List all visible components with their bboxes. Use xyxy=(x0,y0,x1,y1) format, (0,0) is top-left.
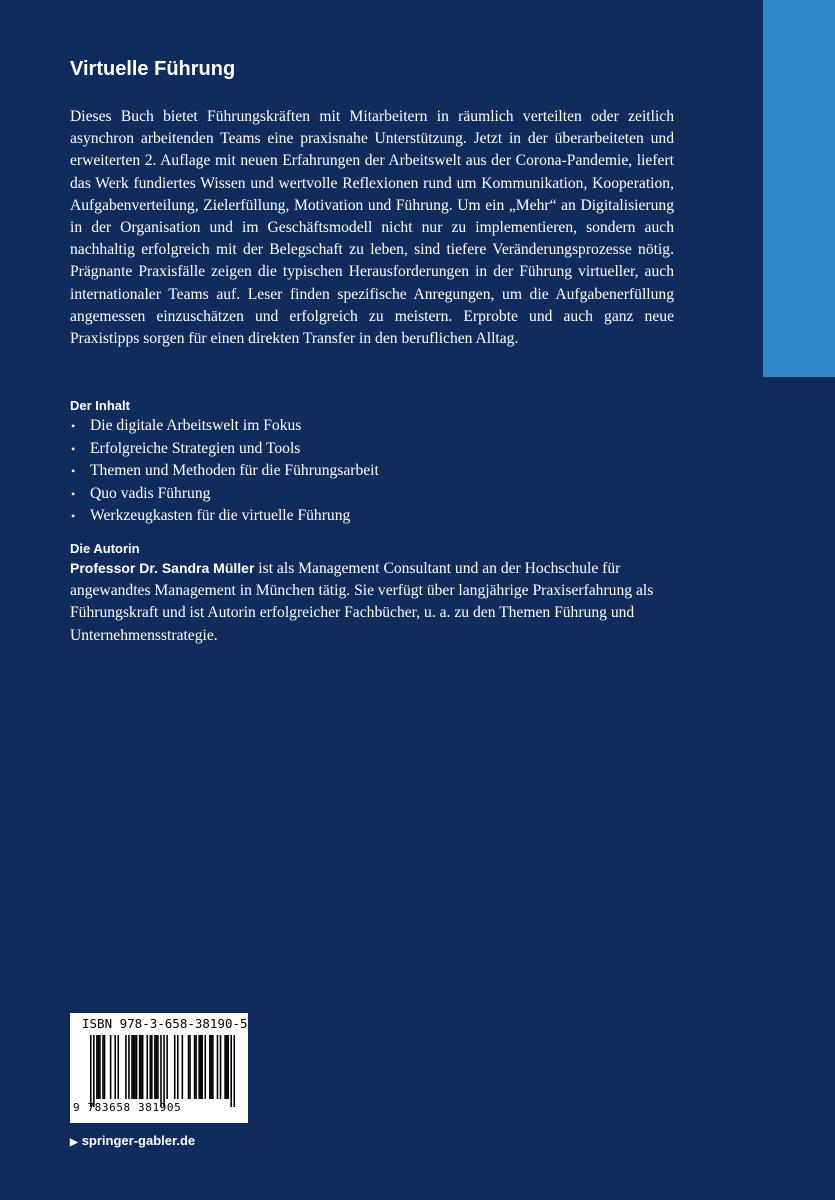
barcode-bar xyxy=(117,1035,119,1099)
barcode-bar xyxy=(133,1035,135,1099)
barcode-bar xyxy=(136,1035,138,1099)
author-name: Professor Dr. Sandra Müller xyxy=(70,560,255,576)
barcode-bars xyxy=(90,1035,235,1107)
list-item-label: Erfolgreiche Strategien und Tools xyxy=(90,439,301,457)
contents-list xyxy=(70,415,379,528)
barcode-bar xyxy=(90,1035,92,1107)
author-heading: Die Autorin xyxy=(70,541,140,556)
list-item xyxy=(70,438,379,461)
barcode-bar xyxy=(233,1035,235,1107)
barcode-bar xyxy=(174,1035,176,1099)
barcode xyxy=(70,1013,248,1123)
barcode-bar xyxy=(182,1035,184,1099)
barcode-bar xyxy=(201,1035,203,1099)
barcode-bar xyxy=(151,1035,153,1099)
bullet-icon: • xyxy=(71,419,76,433)
barcode-bar xyxy=(102,1035,104,1099)
barcode-bar xyxy=(166,1035,168,1099)
isbn-label: ISBN 978-3-658-38190-5 xyxy=(82,1016,248,1031)
barcode-bar xyxy=(128,1035,130,1099)
play-arrow-icon: ▶ xyxy=(70,1137,78,1148)
barcode-bar xyxy=(134,1035,136,1099)
list-item xyxy=(70,415,379,438)
bullet-icon: • xyxy=(71,464,76,478)
bullet-icon: • xyxy=(71,509,76,523)
ean-digits: 9 783658 381905 xyxy=(73,1101,182,1114)
barcode-bar xyxy=(104,1035,106,1099)
bullet-icon: • xyxy=(71,486,76,501)
barcode-bar xyxy=(230,1035,232,1107)
barcode-bar xyxy=(217,1035,219,1099)
barcode-bar xyxy=(224,1035,226,1099)
barcode-bar xyxy=(125,1035,127,1099)
barcode-bar xyxy=(194,1035,196,1099)
barcode-bar xyxy=(114,1035,116,1099)
list-item xyxy=(70,460,379,483)
publisher-url: springer-gabler.de xyxy=(81,1133,196,1148)
barcode-bar xyxy=(220,1035,222,1099)
bullet-icon: • xyxy=(71,441,76,456)
list-item-label: Die digitale Arbeitswelt im Fokus xyxy=(90,417,302,434)
list-item-label: Themen und Methoden für die Führungsarbeit xyxy=(90,462,379,479)
barcode-bar xyxy=(110,1035,112,1099)
barcode-bar xyxy=(200,1035,202,1099)
barcode-bar xyxy=(195,1035,197,1099)
barcode-bar xyxy=(204,1035,206,1099)
barcode-bar xyxy=(212,1035,214,1099)
barcode-bar xyxy=(177,1035,179,1099)
barcode-bar xyxy=(146,1035,148,1099)
publisher-link[interactable] xyxy=(70,1133,195,1148)
author-bio-text: ist als Management Consultant und an der Hochschule für angewandtes Management in München tätig. Sie verfügt über langjährige Praxiserfahrung als Führungskraft und ist Autorin erfolgreicher Fachbücher, u. a. zu den Themen Führung und Unternehmensstrategie. xyxy=(70,560,654,644)
barcode-bar xyxy=(226,1035,228,1099)
barcode-bar xyxy=(227,1035,229,1099)
barcode-bar xyxy=(188,1035,190,1099)
barcode-bar xyxy=(131,1035,133,1099)
author-bio xyxy=(70,557,674,647)
barcode-bar xyxy=(93,1035,95,1107)
accent-strip xyxy=(763,0,835,377)
barcode-bar xyxy=(189,1035,191,1099)
barcode-bar xyxy=(211,1035,213,1099)
barcode-bar xyxy=(154,1035,156,1099)
barcode-bar xyxy=(140,1035,142,1099)
list-item-label: Quo vadis Führung xyxy=(90,484,211,502)
list-item xyxy=(70,483,379,506)
barcode-bar xyxy=(156,1035,158,1099)
list-item xyxy=(70,505,379,528)
book-title: Virtuelle Führung xyxy=(70,58,236,80)
list-item-label: Werkzeugkasten für die virtuelle Führung xyxy=(90,507,351,524)
barcode-bar xyxy=(150,1035,152,1099)
barcode-bar xyxy=(198,1035,200,1099)
contents-heading: Der Inhalt xyxy=(70,398,130,413)
book-description: Dieses Buch bietet Führungskräften mit Mitarbeitern in räumlich verteilten oder zeitlich asynchron arbeitenden Teams eine praxisnahe Unterstützung. Jetzt in der überarbeiteten und erweiterten 2. Auflage mit neuen Erfahrungen der Arbeitswelt aus der Corona-Pandemie, liefert das Werk fundiertes Wissen und wertvolle Reflexionen rund um Kommunikation, Kooperation, Aufgabenverteilung, Zielerfüllung, Motivation und Führung. Um ein „Mehr“ an Digitalisierung in der Organisation und im Geschäftsmodell nicht nur zu implementieren, sondern auch nachhaltig erfolgreich mit der Belegschaft zu leben, sind tiefere Veränderungsprozesse nötig. Prägnante Praxisfälle zeigen die typischen Herausforderungen in der Führung virtueller, auch internationaler Teams auf. Leser finden spezifische Anregungen, um die Aufgabenerfüllung angemessen einzuschätzen und erfolgreich zu meistern. Erprobte und auch ganz neue Praxistipps sorgen für einen direkten Transfer in den beruflichen Alltag. xyxy=(70,108,674,348)
barcode-bar xyxy=(163,1035,165,1107)
barcode-bar xyxy=(157,1035,159,1099)
barcode-bar xyxy=(99,1035,101,1099)
barcode-bar xyxy=(98,1035,100,1099)
barcode-bar xyxy=(139,1035,141,1099)
barcode-bar xyxy=(209,1035,211,1099)
barcode-bar xyxy=(160,1035,162,1107)
barcode-bar xyxy=(142,1035,144,1099)
barcode-bar xyxy=(96,1035,98,1099)
